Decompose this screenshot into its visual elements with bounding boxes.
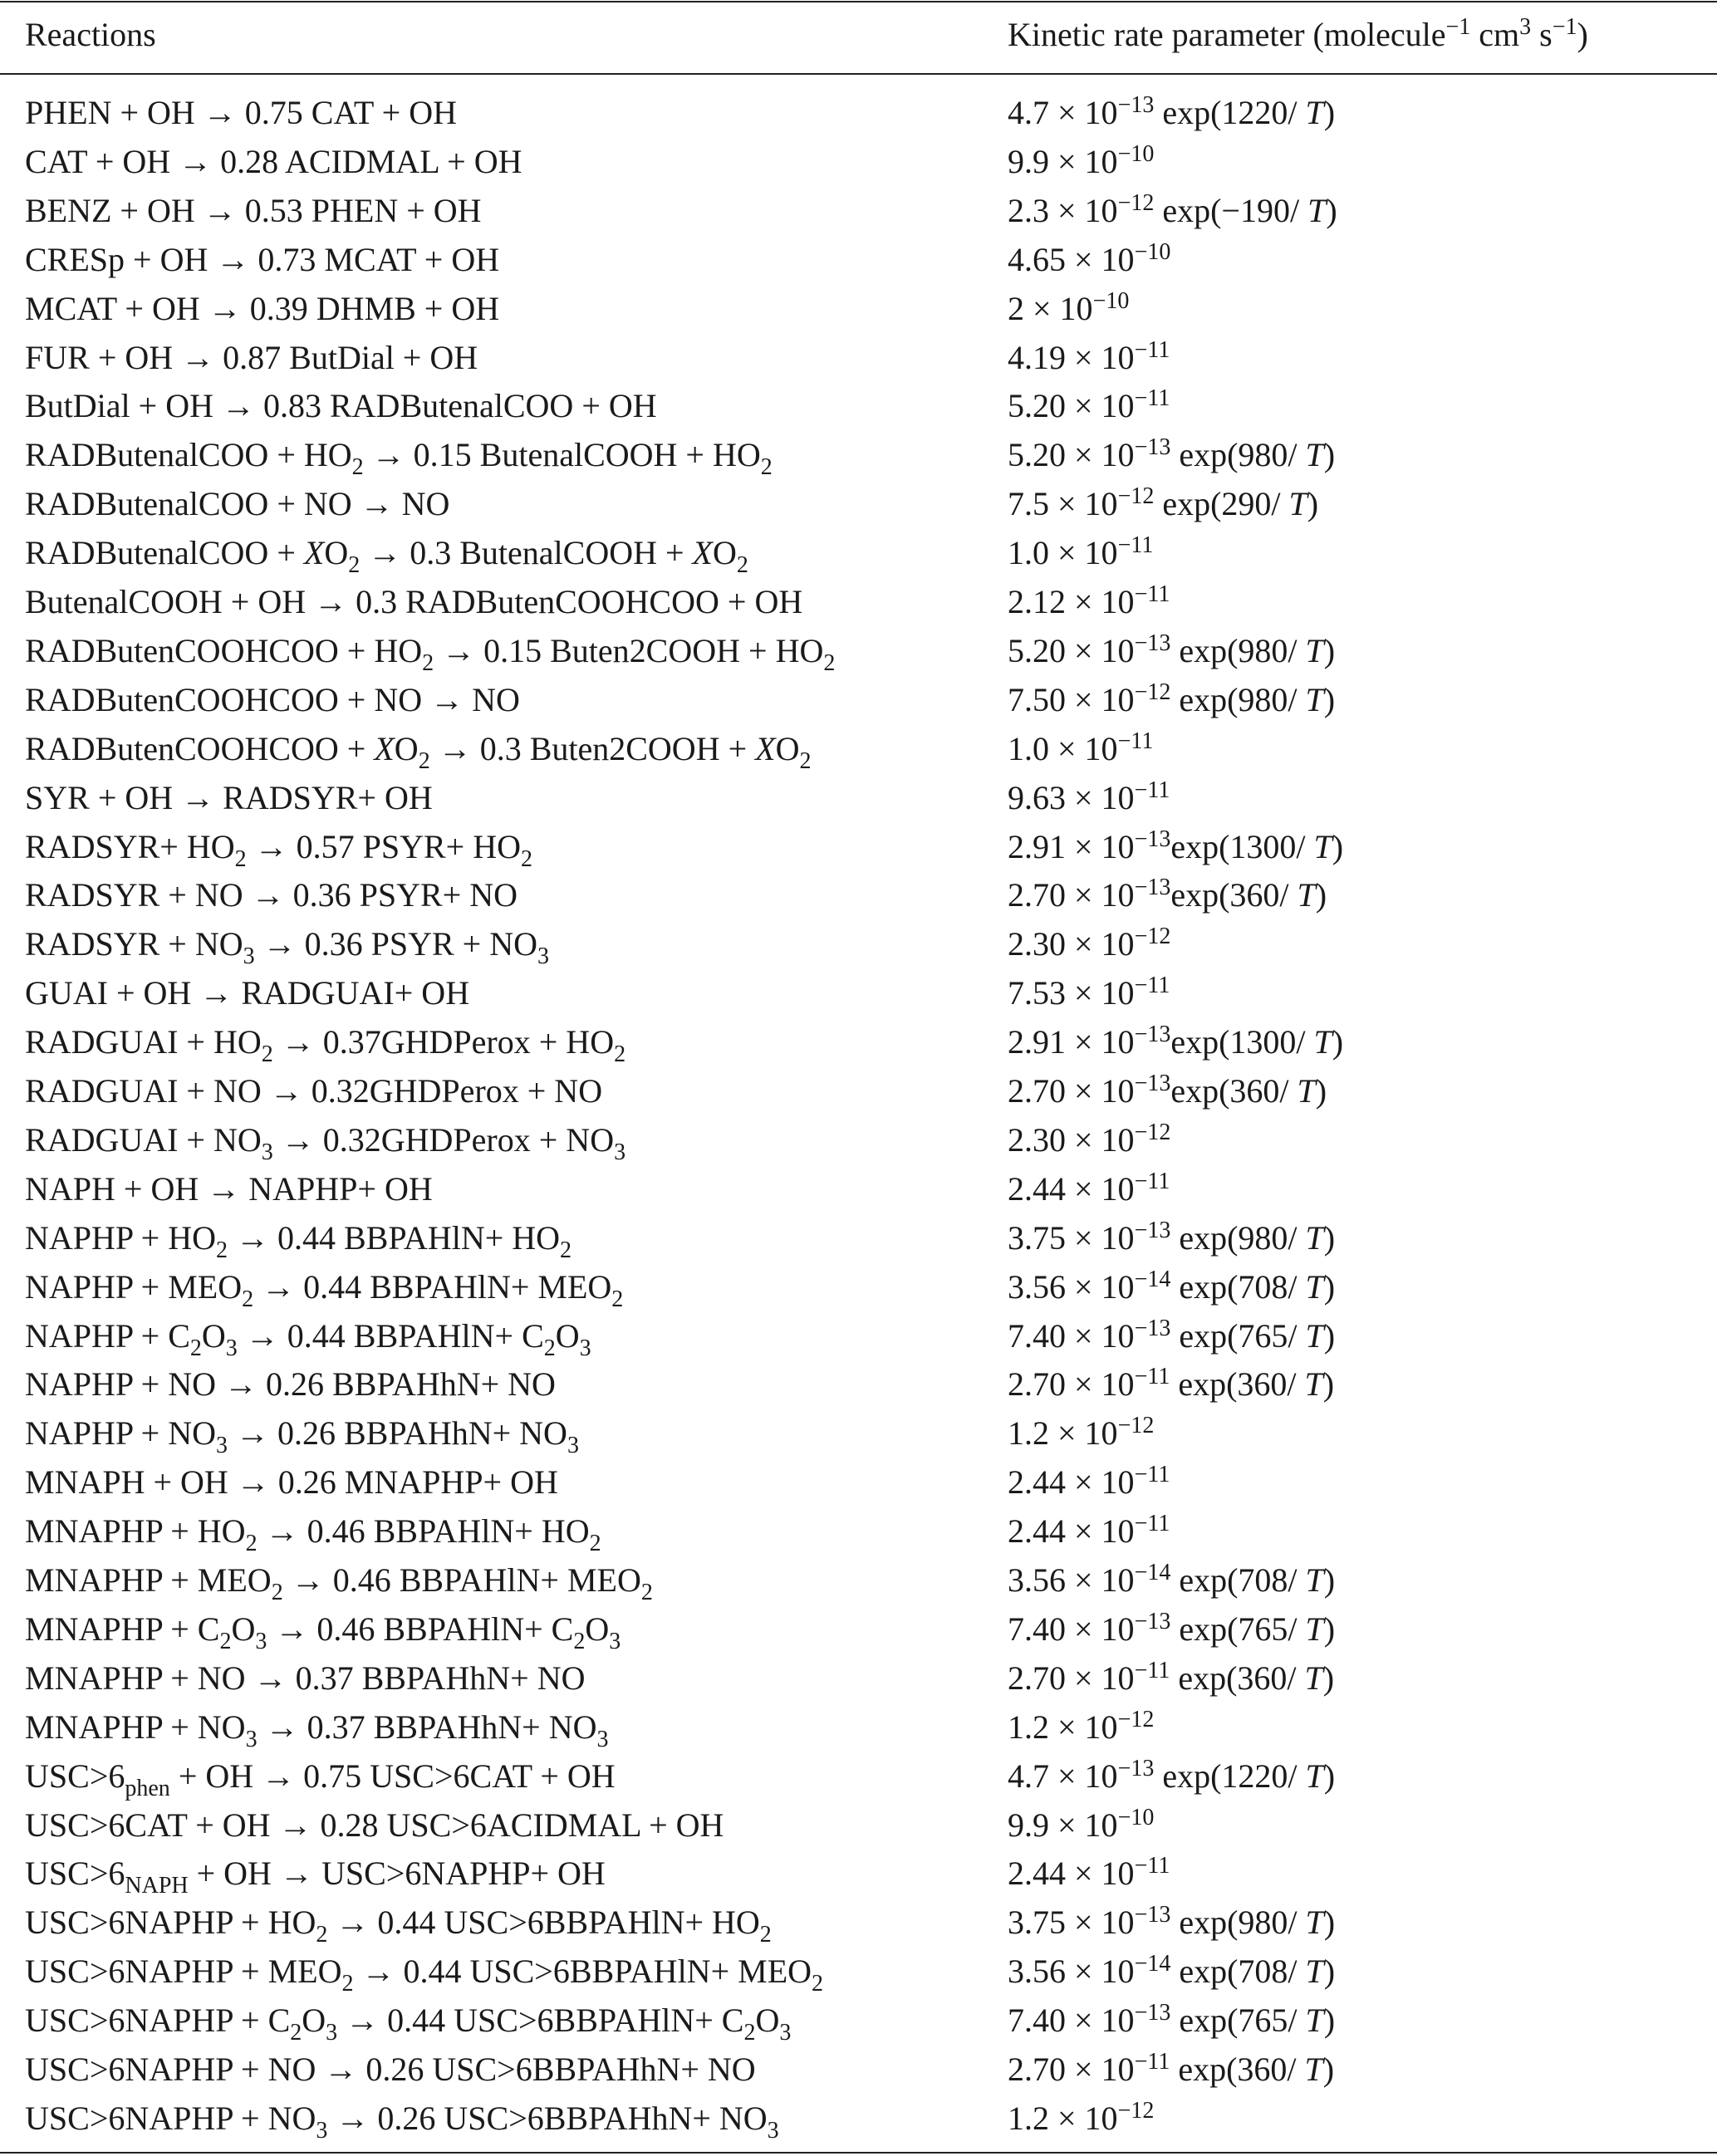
top-rule: [0, 1, 1717, 2]
rate-cell: $9.63 \times 10^{-11}$: [1008, 777, 1170, 816]
rate-cell: $2.70 \times 10^{-13}\exp(360/$ T): [1008, 875, 1327, 914]
reaction-cell: MNAPHP + NO → 0.37 BBPAHhN+ NO: [25, 1659, 586, 1697]
rate-cell: $2.70 \times 10^{-13}\exp(360/$ T): [1008, 1071, 1327, 1110]
reaction-cell: NAPHP + $HO_2 \to 0.44$ BBPAHlN+ $HO_2$: [25, 1219, 572, 1263]
reaction-cell: ButDial + OH → 0.83 RADButenalCOO + OH: [25, 387, 657, 424]
reaction-cell: RADButenCOOHCOO + $HO_2 \to 0.15$ Buten2COOH + $HO_2$: [25, 632, 836, 676]
reaction-cell: RADButenCOOHCOO + $XO_2 \to 0.3$ Buten2COOH + $XO_2$: [25, 730, 812, 774]
reaction-cell: MCAT + OH → 0.39 DHMB + OH: [25, 290, 500, 327]
rate-cell: $7.40 \times 10^{-13}$ exp(765/ T): [1008, 1316, 1336, 1355]
reaction-cell: NAPHP + $MEO_2 \to 0.44$ BBPAHlN+ $MEO_2$: [25, 1268, 624, 1312]
rate-cell: $4.7 \times 10^{-13}$ exp(1220/ T): [1008, 1756, 1336, 1795]
rate-cell: $2.30 \times 10^{-12}$: [1008, 1120, 1171, 1159]
reaction-cell: PHEN + OH → 0.75 CAT + OH: [25, 94, 457, 131]
reaction-cell: MNAPHP + $MEO_2 \to 0.46$ BBPAHlN+ $MEO_2$: [25, 1561, 653, 1605]
rate-cell: $2.70 \times 10^{-11}$ exp(360/ T): [1008, 2049, 1335, 2088]
reaction-cell: MNAPHP + $HO_2 \to 0.46$ BBPAHlN+ $HO_2$: [25, 1512, 601, 1556]
reaction-cell: RADSYR + NO → 0.36 PSYR+ NO: [25, 876, 518, 914]
rate-cell: $3.56 \times 10^{-14}$ exp(708/ T): [1008, 1267, 1336, 1306]
reaction-cell: RADGUAI + $HO_2$ → 0.37GHDPerox + $HO_2$: [25, 1023, 626, 1067]
rate-cell: $4.19 \times 10^{-11}$: [1008, 337, 1170, 376]
header-rate: Kinetic rate parameter (molecule$^{-1}$ $cm^3$ $s^{-1}$): [1008, 14, 1588, 53]
reaction-cell: BENZ + OH → 0.53 PHEN + OH: [25, 192, 482, 229]
reaction-cell: NAPH + OH → NAPHP+ OH: [25, 1170, 433, 1208]
rate-cell: $5.20 \times 10^{-13}$ exp(980/ T): [1008, 434, 1336, 473]
rate-cell: $1.0 \times 10^{-11}$: [1008, 728, 1154, 767]
reaction-cell: NAPHP + $C_2O_3 \to 0.44$ BBPAHlN+ $C_2O_3$: [25, 1317, 591, 1361]
reaction-cell: USC>6NAPHP + NO → 0.26 USC>6BBPAHhN+ NO: [25, 2051, 756, 2088]
rate-cell: $2 \times 10^{-10}$: [1008, 288, 1130, 327]
rate-cell: $1.2 \times 10^{-12}$: [1008, 1707, 1155, 1746]
rate-cell: $2.3 \times 10^{-12}$ exp(−190/ T): [1008, 190, 1337, 229]
rate-cell: $3.56 \times 10^{-14}$ exp(708/ T): [1008, 1951, 1336, 1990]
rate-cell: $7.5 \times 10^{-12}$ exp(290/ T): [1008, 483, 1319, 522]
reaction-cell: USC>6CAT + OH → 0.28 USC>6ACIDMAL + OH: [25, 1806, 724, 1844]
reaction-cell: USC>6NAPHP + $C_2O_3 \to 0.44$ USC>6BBPAHlN+ $C_2O_3$: [25, 2002, 792, 2046]
rate-cell: $9.9 \times 10^{-10}$: [1008, 1805, 1155, 1844]
rate-cell: $2.44 \times 10^{-11}$: [1008, 1462, 1170, 1501]
reaction-cell: MNAPH + OH → 0.26 MNAPHP+ OH: [25, 1463, 558, 1501]
rate-cell: $1.2 \times 10^{-12}$: [1008, 1413, 1155, 1452]
reaction-cell: NAPHP + NO → 0.26 BBPAHhN+ NO: [25, 1365, 556, 1403]
rate-cell: $1.0 \times 10^{-11}$: [1008, 532, 1154, 571]
reaction-cell: USC>6NAPHP + $HO_2 \to 0.44$ USC>6BBPAHlN+ $HO_2$: [25, 1904, 772, 1948]
rate-cell: $1.2 \times 10^{-12}$: [1008, 2098, 1155, 2137]
reaction-cell: RADGUAI + $NO_3$ → 0.32GHDPerox + $NO_3$: [25, 1121, 626, 1165]
rate-cell: $2.44 \times 10^{-11}$: [1008, 1169, 1170, 1208]
reaction-cell: RADButenalCOO + NO → NO: [25, 485, 450, 522]
reaction-cell: CAT + OH → 0.28 ACIDMAL + OH: [25, 143, 522, 180]
header-rule: [0, 73, 1717, 75]
rate-cell: $7.40 \times 10^{-13}$ exp(765/ T): [1008, 2000, 1336, 2039]
rate-cell: $2.70 \times 10^{-11}$ exp(360/ T): [1008, 1658, 1335, 1697]
rate-cell: $2.70 \times 10^{-11}$ exp(360/ T): [1008, 1364, 1335, 1403]
reaction-cell: RADGUAI + NO → 0.32GHDPerox + NO: [25, 1072, 603, 1110]
header-reactions: Reactions: [25, 16, 156, 53]
reaction-cell: CRESp + OH → 0.73 MCAT + OH: [25, 241, 500, 278]
reaction-cell: GUAI + OH → RADGUAI+ OH: [25, 974, 470, 1012]
reaction-cell: ButenalCOOH + OH → 0.3 RADButenCOOHCOO + OH: [25, 583, 803, 620]
rate-cell: $2.44 \times 10^{-11}$: [1008, 1511, 1170, 1550]
reaction-cell: USC>6NAPHP + $NO_3 \to 0.26$ USC>6BBPAHhN+ $NO_3$: [25, 2100, 779, 2144]
rate-cell: $4.65 \times 10^{-10}$: [1008, 239, 1171, 278]
rate-cell: $3.75 \times 10^{-13}$ exp(980/ T): [1008, 1218, 1336, 1257]
rate-cell: $2.12 \times 10^{-11}$: [1008, 581, 1170, 620]
reaction-cell: MNAPHP + $NO_3 \to 0.37$ BBPAHhN+ $NO_3$: [25, 1708, 609, 1752]
rate-cell: $7.50 \times 10^{-12}$ exp(980/ T): [1008, 679, 1336, 718]
rate-cell: $2.91 \times 10^{-13}\exp(1300/$ T): [1008, 1022, 1344, 1061]
reaction-cell: RADSYR+ $HO_2 \to 0.57$ PSYR+ $HO_2$: [25, 828, 532, 872]
reaction-cell: RADButenCOOHCOO + NO → NO: [25, 681, 520, 718]
reaction-cell: USC>6NAPHP + $MEO_2 \to 0.44$ USC>6BBPAHlN+ $MEO_2$: [25, 1953, 824, 1997]
reaction-cell: $USC>6_{NAPH}$ + OH → USC>6NAPHP+ OH: [25, 1855, 606, 1899]
reaction-cell: NAPHP + $NO_3 \to 0.26$ BBPAHhN+ $NO_3$: [25, 1414, 579, 1458]
rate-cell: $2.44 \times 10^{-11}$: [1008, 1853, 1170, 1892]
rate-cell: $3.75 \times 10^{-13}$ exp(980/ T): [1008, 1902, 1336, 1941]
bottom-rule: [0, 2152, 1717, 2154]
reaction-cell: RADButenalCOO + $XO_2 \to 0.3$ ButenalCOOH + $XO_2$: [25, 534, 748, 578]
reaction-cell: RADButenalCOO + $HO_2 \to 0.15$ ButenalCOOH + $HO_2$: [25, 436, 773, 480]
reaction-cell: FUR + OH → 0.87 ButDial + OH: [25, 339, 478, 376]
rate-cell: $5.20 \times 10^{-11}$: [1008, 385, 1170, 424]
rate-cell: $7.40 \times 10^{-13}$ exp(765/ T): [1008, 1609, 1336, 1648]
rate-cell: $9.9 \times 10^{-10}$: [1008, 141, 1155, 180]
reaction-cell: RADSYR + $NO_3 \to 0.36$ PSYR + $NO_3$: [25, 925, 549, 969]
rate-cell: $2.91 \times 10^{-13}\exp(1300/$ T): [1008, 826, 1344, 865]
reaction-cell: MNAPHP + $C_2O_3 \to 0.46$ BBPAHlN+ $C_2O_3$: [25, 1610, 621, 1654]
rate-cell: $2.30 \times 10^{-12}$: [1008, 924, 1171, 963]
rate-cell: $4.7 \times 10^{-13}$ exp(1220/ T): [1008, 92, 1336, 131]
rate-cell: $3.56 \times 10^{-14}$ exp(708/ T): [1008, 1560, 1336, 1599]
rate-cell: $7.53 \times 10^{-11}$: [1008, 973, 1170, 1012]
rate-cell: $5.20 \times 10^{-13}$ exp(980/ T): [1008, 630, 1336, 669]
reaction-cell: $USC>6_{phen}$ + OH → 0.75 USC>6CAT + OH: [25, 1757, 616, 1801]
reaction-cell: SYR + OH → RADSYR+ OH: [25, 779, 433, 816]
